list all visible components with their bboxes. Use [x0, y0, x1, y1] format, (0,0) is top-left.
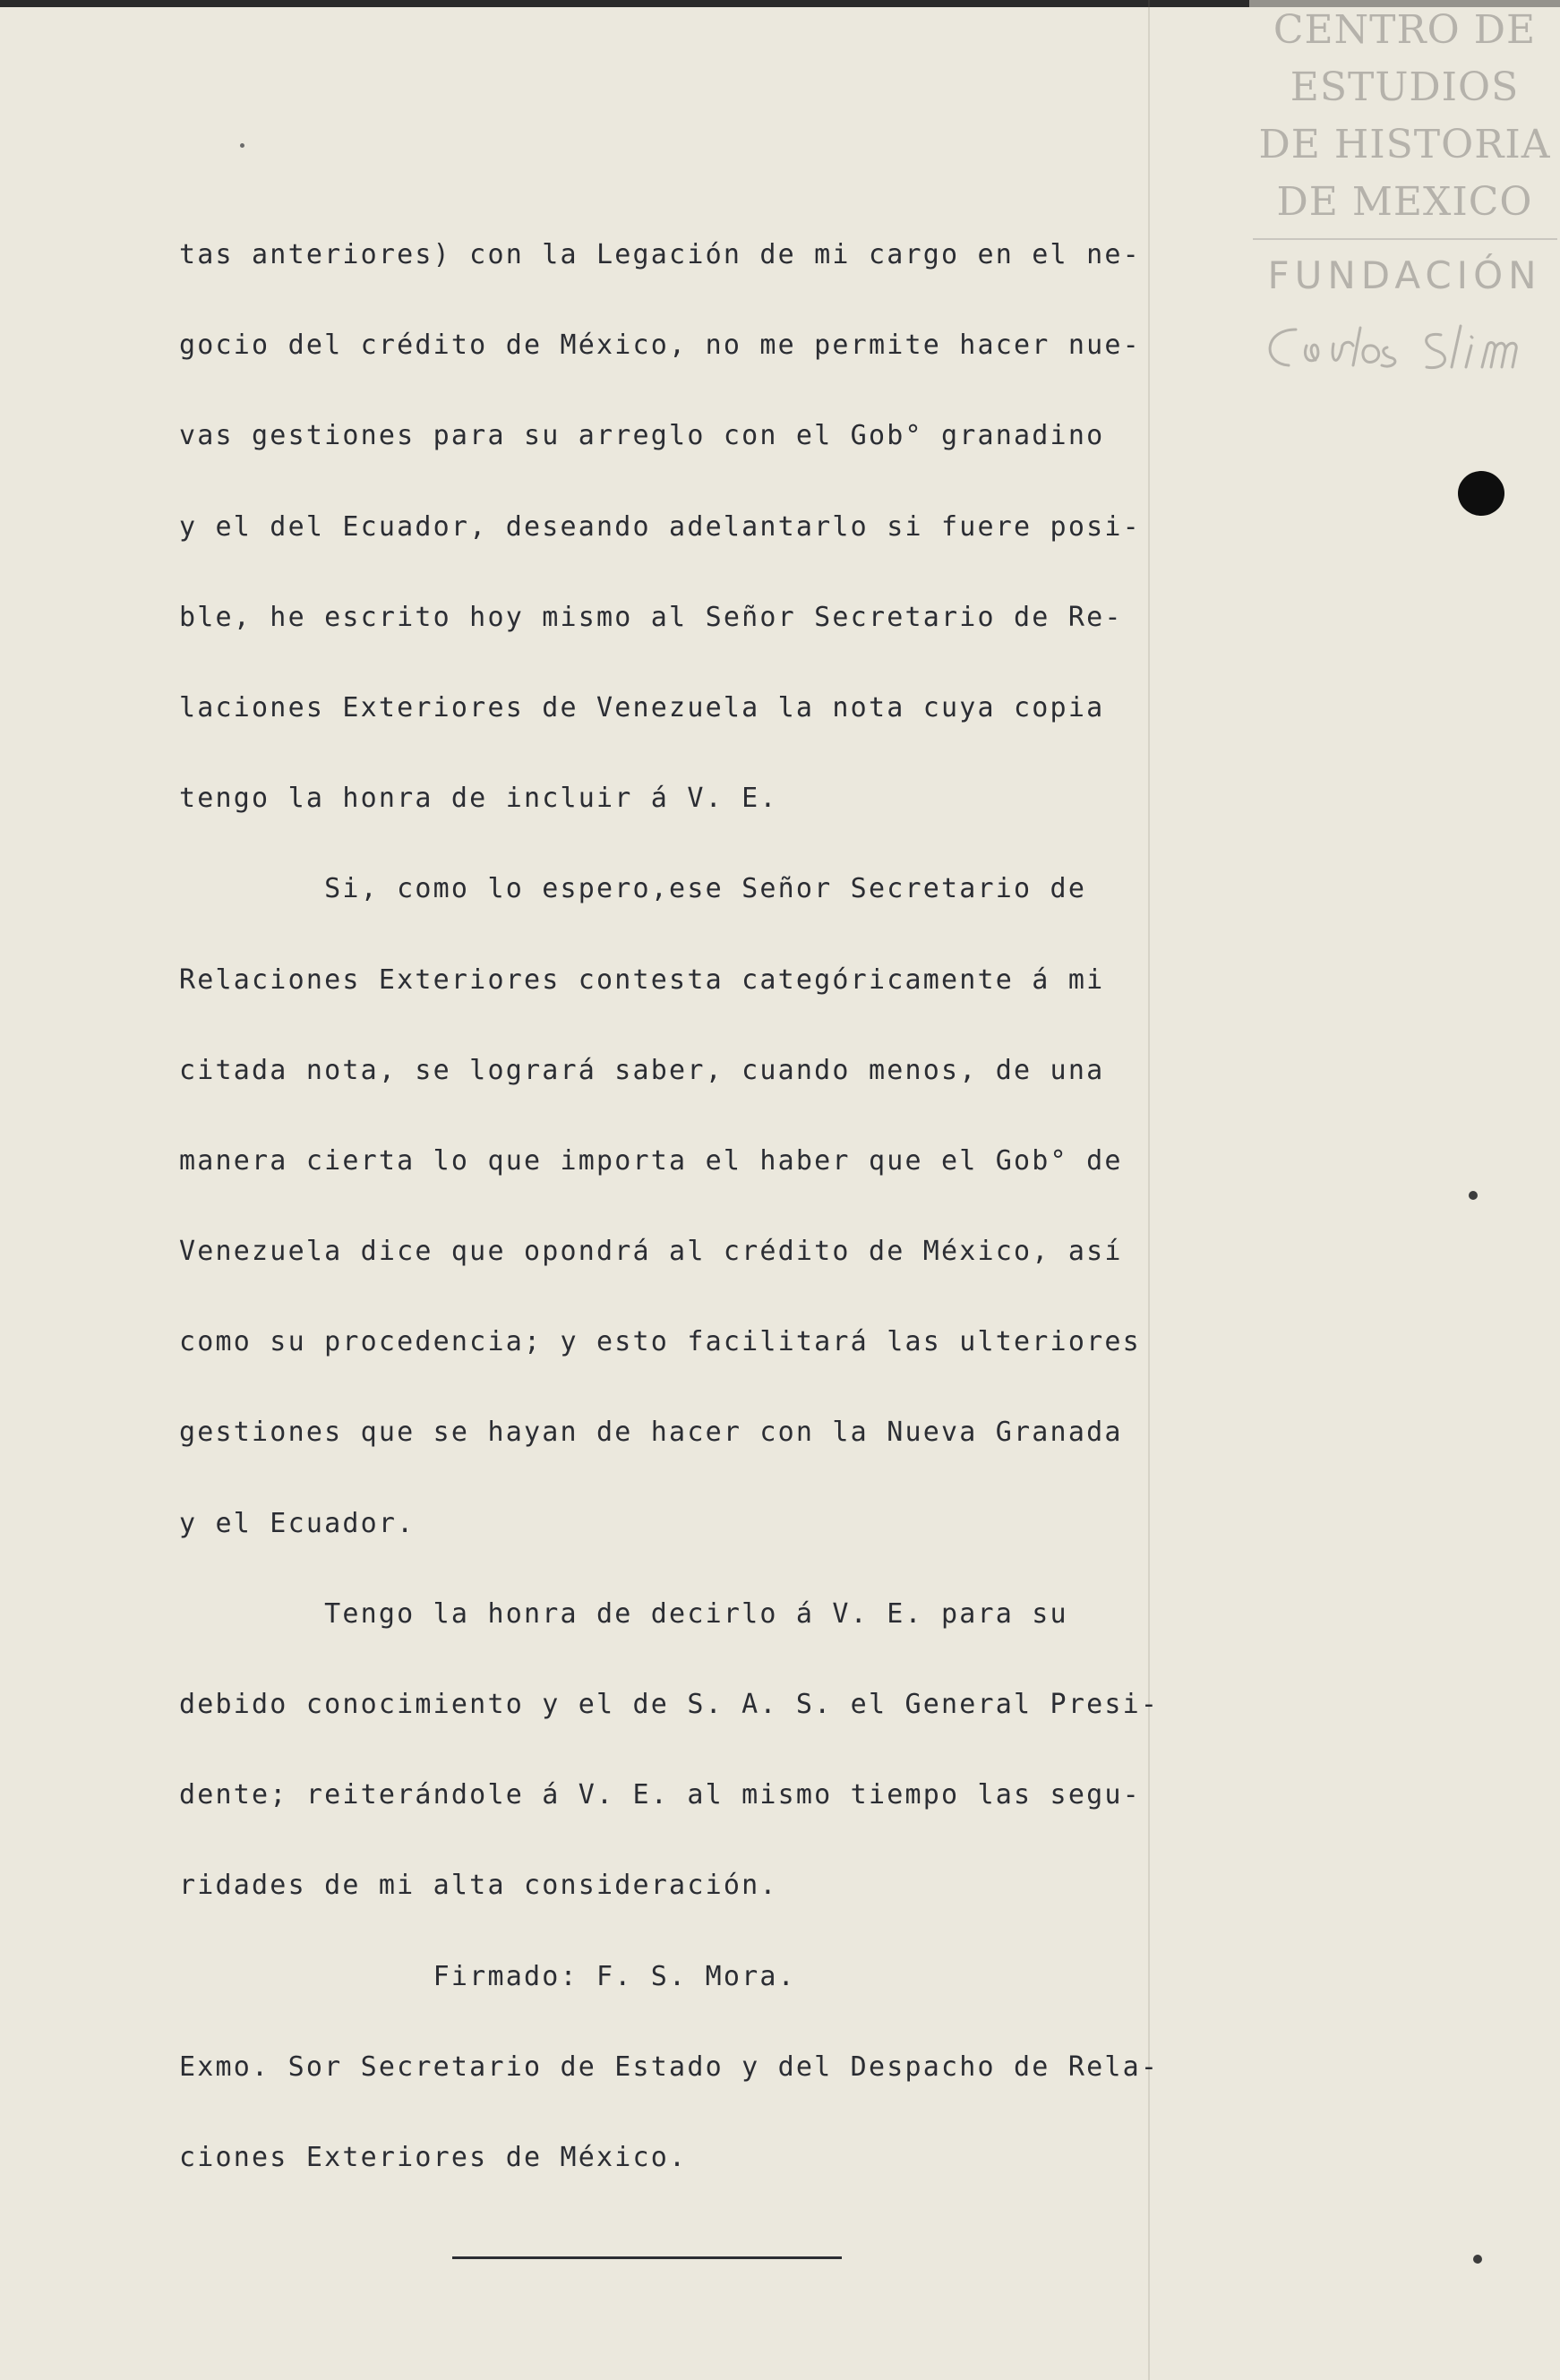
text-line: ridades de mi alta consideración.	[179, 1870, 778, 1902]
addressee-line: Exmo. Sor Secretario de Estado y del Despacho de Rela-	[179, 2050, 1160, 2083]
archive-watermark	[1249, 0, 1560, 381]
text-line: ble, he escrito hoy mismo al Señor Secretario de Re-	[179, 601, 1123, 633]
watermark-foundation: FUNDACIÓN	[1267, 253, 1542, 297]
text-line: como su procedencia; y esto facilitará las ulteriores	[179, 1326, 1141, 1358]
text-line: Relaciones Exteriores contesta categóricamente á mi	[179, 963, 1105, 996]
watermark-line: CENTRO DE	[1273, 7, 1537, 53]
text-line: y el del Ecuador, deseando adelantarlo si fuere posi-	[179, 510, 1141, 543]
text-line: laciones Exteriores de Venezuela la nota cuya copia	[179, 691, 1105, 723]
paper-speck	[1469, 1191, 1478, 1200]
watermark-line: ESTUDIOS	[1290, 64, 1520, 110]
text-line: Venezuela dice que opondrá al crédito de México, así	[179, 1236, 1123, 1268]
page-speck	[240, 143, 244, 148]
text-line: gestiones que se hayan de hacer con la Nueva Granada	[179, 1417, 1123, 1449]
text-line: tengo la honra de incluir á V. E.	[179, 783, 778, 815]
closing-rule	[452, 2256, 842, 2259]
signature-logo-icon	[1253, 310, 1557, 390]
text-line: gocio del crédito de México, no me permite hacer nue-	[179, 330, 1141, 362]
signature-line: Firmado: F. S. Mora.	[179, 1960, 796, 1992]
text-line: citada nota, se logrará saber, cuando menos, de una	[179, 1054, 1105, 1086]
text-line: manera cierta lo que importa el haber que el Gob° de	[179, 1144, 1123, 1177]
text-line: Si, como lo espero,ese Señor Secretario de	[179, 873, 1087, 905]
text-line: y el Ecuador.	[179, 1507, 416, 1539]
punch-hole	[1458, 471, 1504, 516]
text-line: dente; reiterándole á V. E. al mismo tiempo las segu-	[179, 1779, 1141, 1811]
watermark-line: DE MEXICO	[1276, 179, 1533, 225]
document-body	[179, 228, 1182, 2222]
paper-speck	[1473, 2255, 1482, 2264]
text-line: debido conocimiento y el de S. A. S. el General Presi-	[179, 1689, 1160, 1720]
text-line: vas gestiones para su arreglo con el Gob° granadino	[179, 420, 1105, 452]
watermark-signature-logo	[1249, 310, 1560, 390]
watermark-line: DE HISTORIA	[1258, 122, 1551, 167]
text-line: Tengo la honra de decirlo á V. E. para su	[179, 1597, 1068, 1630]
watermark-divider	[1253, 238, 1557, 240]
addressee-line: ciones Exteriores de México.	[179, 2141, 688, 2173]
text-line: tas anteriores) con la Legación de mi cargo en el ne-	[179, 239, 1141, 270]
